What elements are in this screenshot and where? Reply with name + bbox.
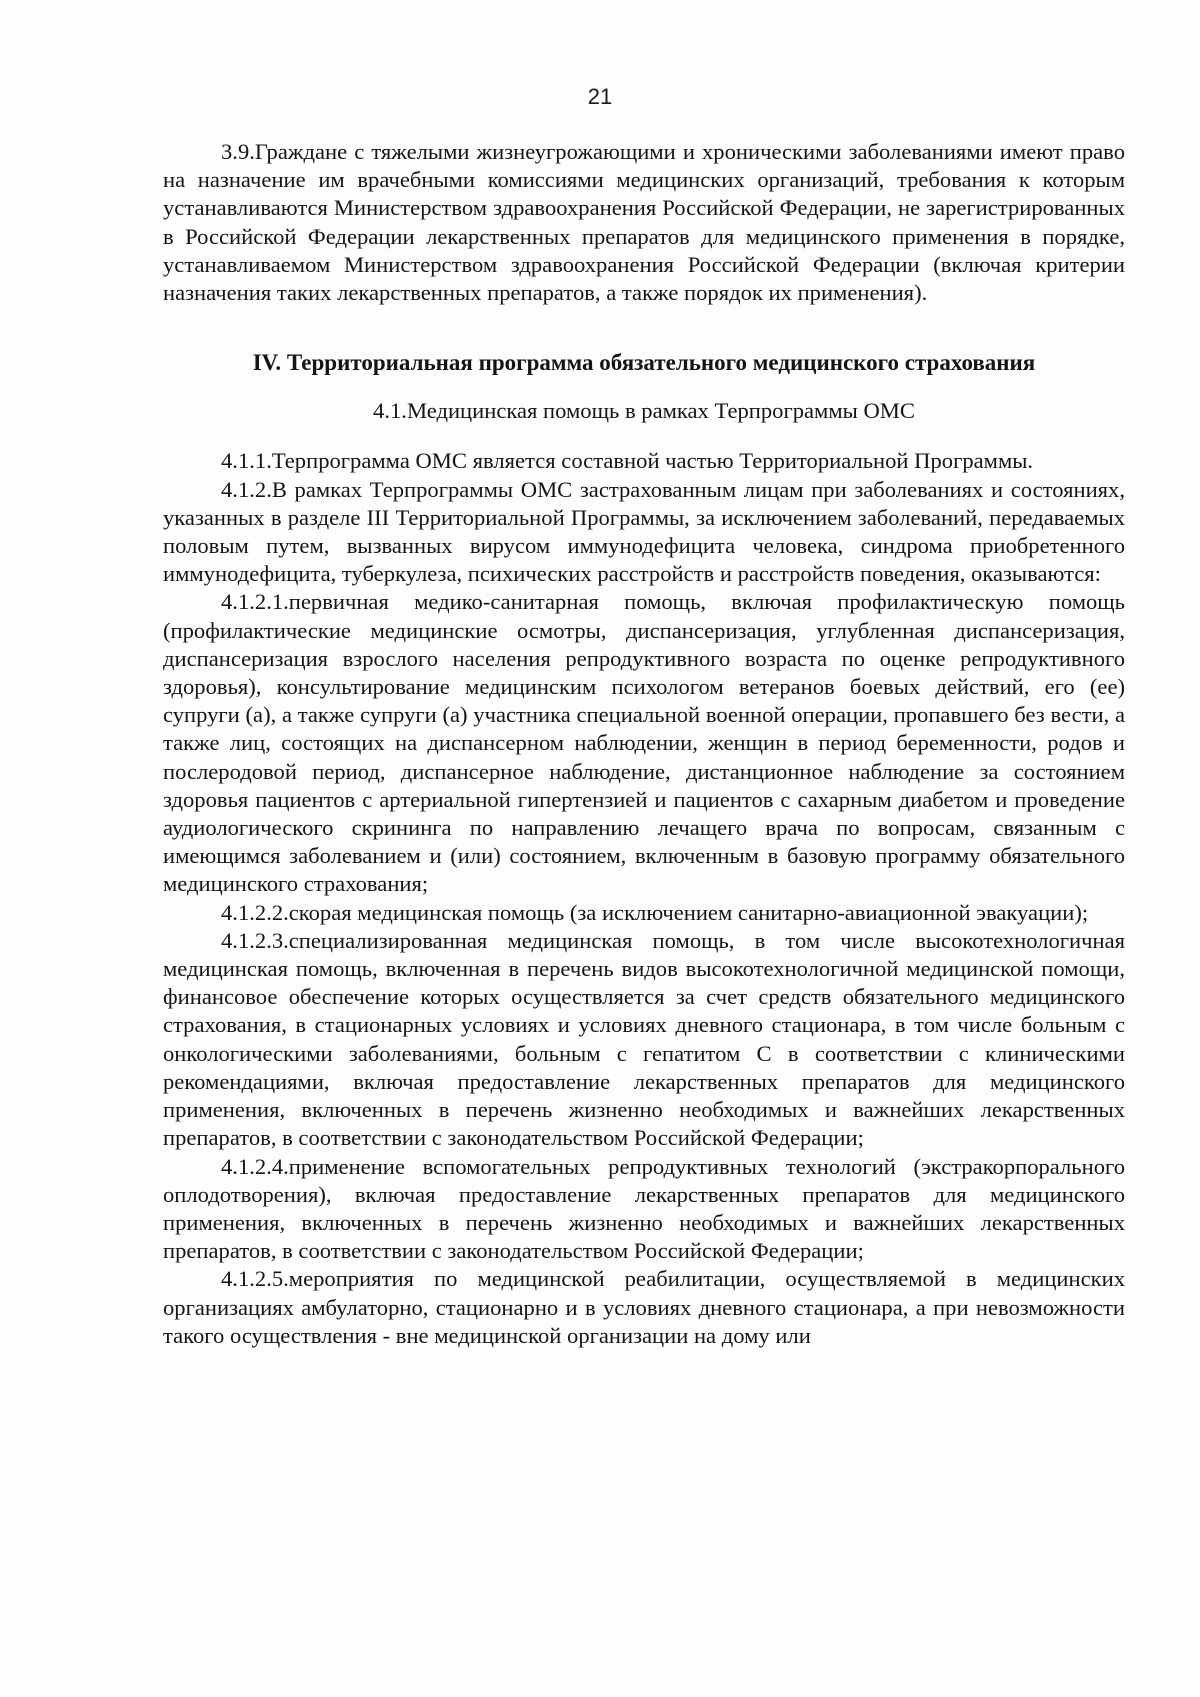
spacer bbox=[163, 425, 1125, 447]
paragraph-4-1-2-3: 4.1.2.3.специализированная медицинская помощь, в том числе высокотехнологичная медицинская помощь, включенная в перечень видов высокотехнологичной медицинской помощи, финансовое обеспечение которых осуществляется за счет средств обязательного медицинского страхования, в стационарных условиях и условиях дневного стационара, в том числе больным с онкологическими заболеваниями, больным с гепатитом С в соответствии с клиническими рекомендациями, включая предоставление лекарственных препаратов для медицинского применения, включенных в перечень жизненно необходимых и важнейших лекарственных препаратов, в соответствии с законодательством Российской Федерации; bbox=[163, 927, 1125, 1151]
paragraph-4-1-2-5: 4.1.2.5.мероприятия по медицинской реабилитации, осуществляемой в медицинских организациях амбулаторно, стационарно и в условиях дневного стационара, а при невозможности такого осуществления - вне медицинской организации на дому или bbox=[163, 1266, 1125, 1348]
section-heading: IV. Территориальная программа обязательного медицинского страхования bbox=[252, 350, 1036, 376]
paragraph-4-1-1: 4.1.1.Терпрограмма ОМС является составной частью Территориальной Программы. bbox=[221, 448, 1034, 474]
page-number: 21 bbox=[587, 84, 613, 109]
paragraph-4-1-2: 4.1.2.В рамках Терпрограммы ОМС застрахованным лицам при заболеваниях и состояниях, указанных в разделе III Территориальной Программы, за исключением заболеваний, передаваемых половым путем, вызванных вирусом иммунодефицита человека, синдрома приобретенного иммунодефицита, туберкулеза, психических расстройств и расстройств поведения, оказываются: bbox=[163, 476, 1125, 587]
paragraph-4-1-2-4: 4.1.2.4.применение вспомогательных репродуктивных технологий (экстракорпорального оплодотворения), включая предоставление лекарственных препаратов для медицинского применения, включенных в перечень жизненно необходимых и важнейших лекарственных препаратов, в соответствии с законодательством Российской Федерации; bbox=[163, 1153, 1125, 1264]
paragraph-4-1-2-1: 4.1.2.1.первичная медико-санитарная помощь, включая профилактическую помощь (профилактические медицинские осмотры, диспансеризация, углубленная диспансеризация, диспансеризация взрослого населения репродуктивного возраста по оценке репродуктивного здоровья), консультирование медицинским психологом ветеранов боевых действий, его (ее) супруги (а), а также супруги (а) участника специальной военной операции, пропавшего без вести, а также лиц, состоящих на диспансерном наблюдении, женщин в период беременности, родов и послеродовой период, диспансерное наблюдение, дистанционное наблюдение за состоянием здоровья пациентов с артериальной гипертензией и пациентов с сахарным диабетом и проведение аудиологического скрининга по направлению лечащего врача по вопросам, связанным с имеющимся заболеванием и (или) состоянием, включенным в базовую программу обязательного медицинского страхования; bbox=[163, 589, 1125, 897]
subsection-heading: 4.1.Медицинская помощь в рамках Терпрограммы ОМС bbox=[373, 398, 915, 424]
paragraph-3-9: 3.9.Граждане с тяжелыми жизнеугрожающими и хроническими заболеваниями имеют право на назначение им врачебными комиссиями медицинских организаций, требования к которым устанавливаются Министерством здравоохранения Российской Федерации, не зарегистрированных в Российской Федерации лекарственных препаратов для медицинского применения в порядке, устанавливаемом Министерством здравоохранения Российской Федерации (включая критерии назначения таких лекарственных препаратов, а также порядок их применения). bbox=[163, 139, 1125, 306]
paragraph-4-1-2-2: 4.1.2.2.скорая медицинская помощь (за исключением санитарно-авиационной эвакуации); bbox=[221, 899, 1089, 925]
document-body bbox=[163, 138, 1125, 1350]
